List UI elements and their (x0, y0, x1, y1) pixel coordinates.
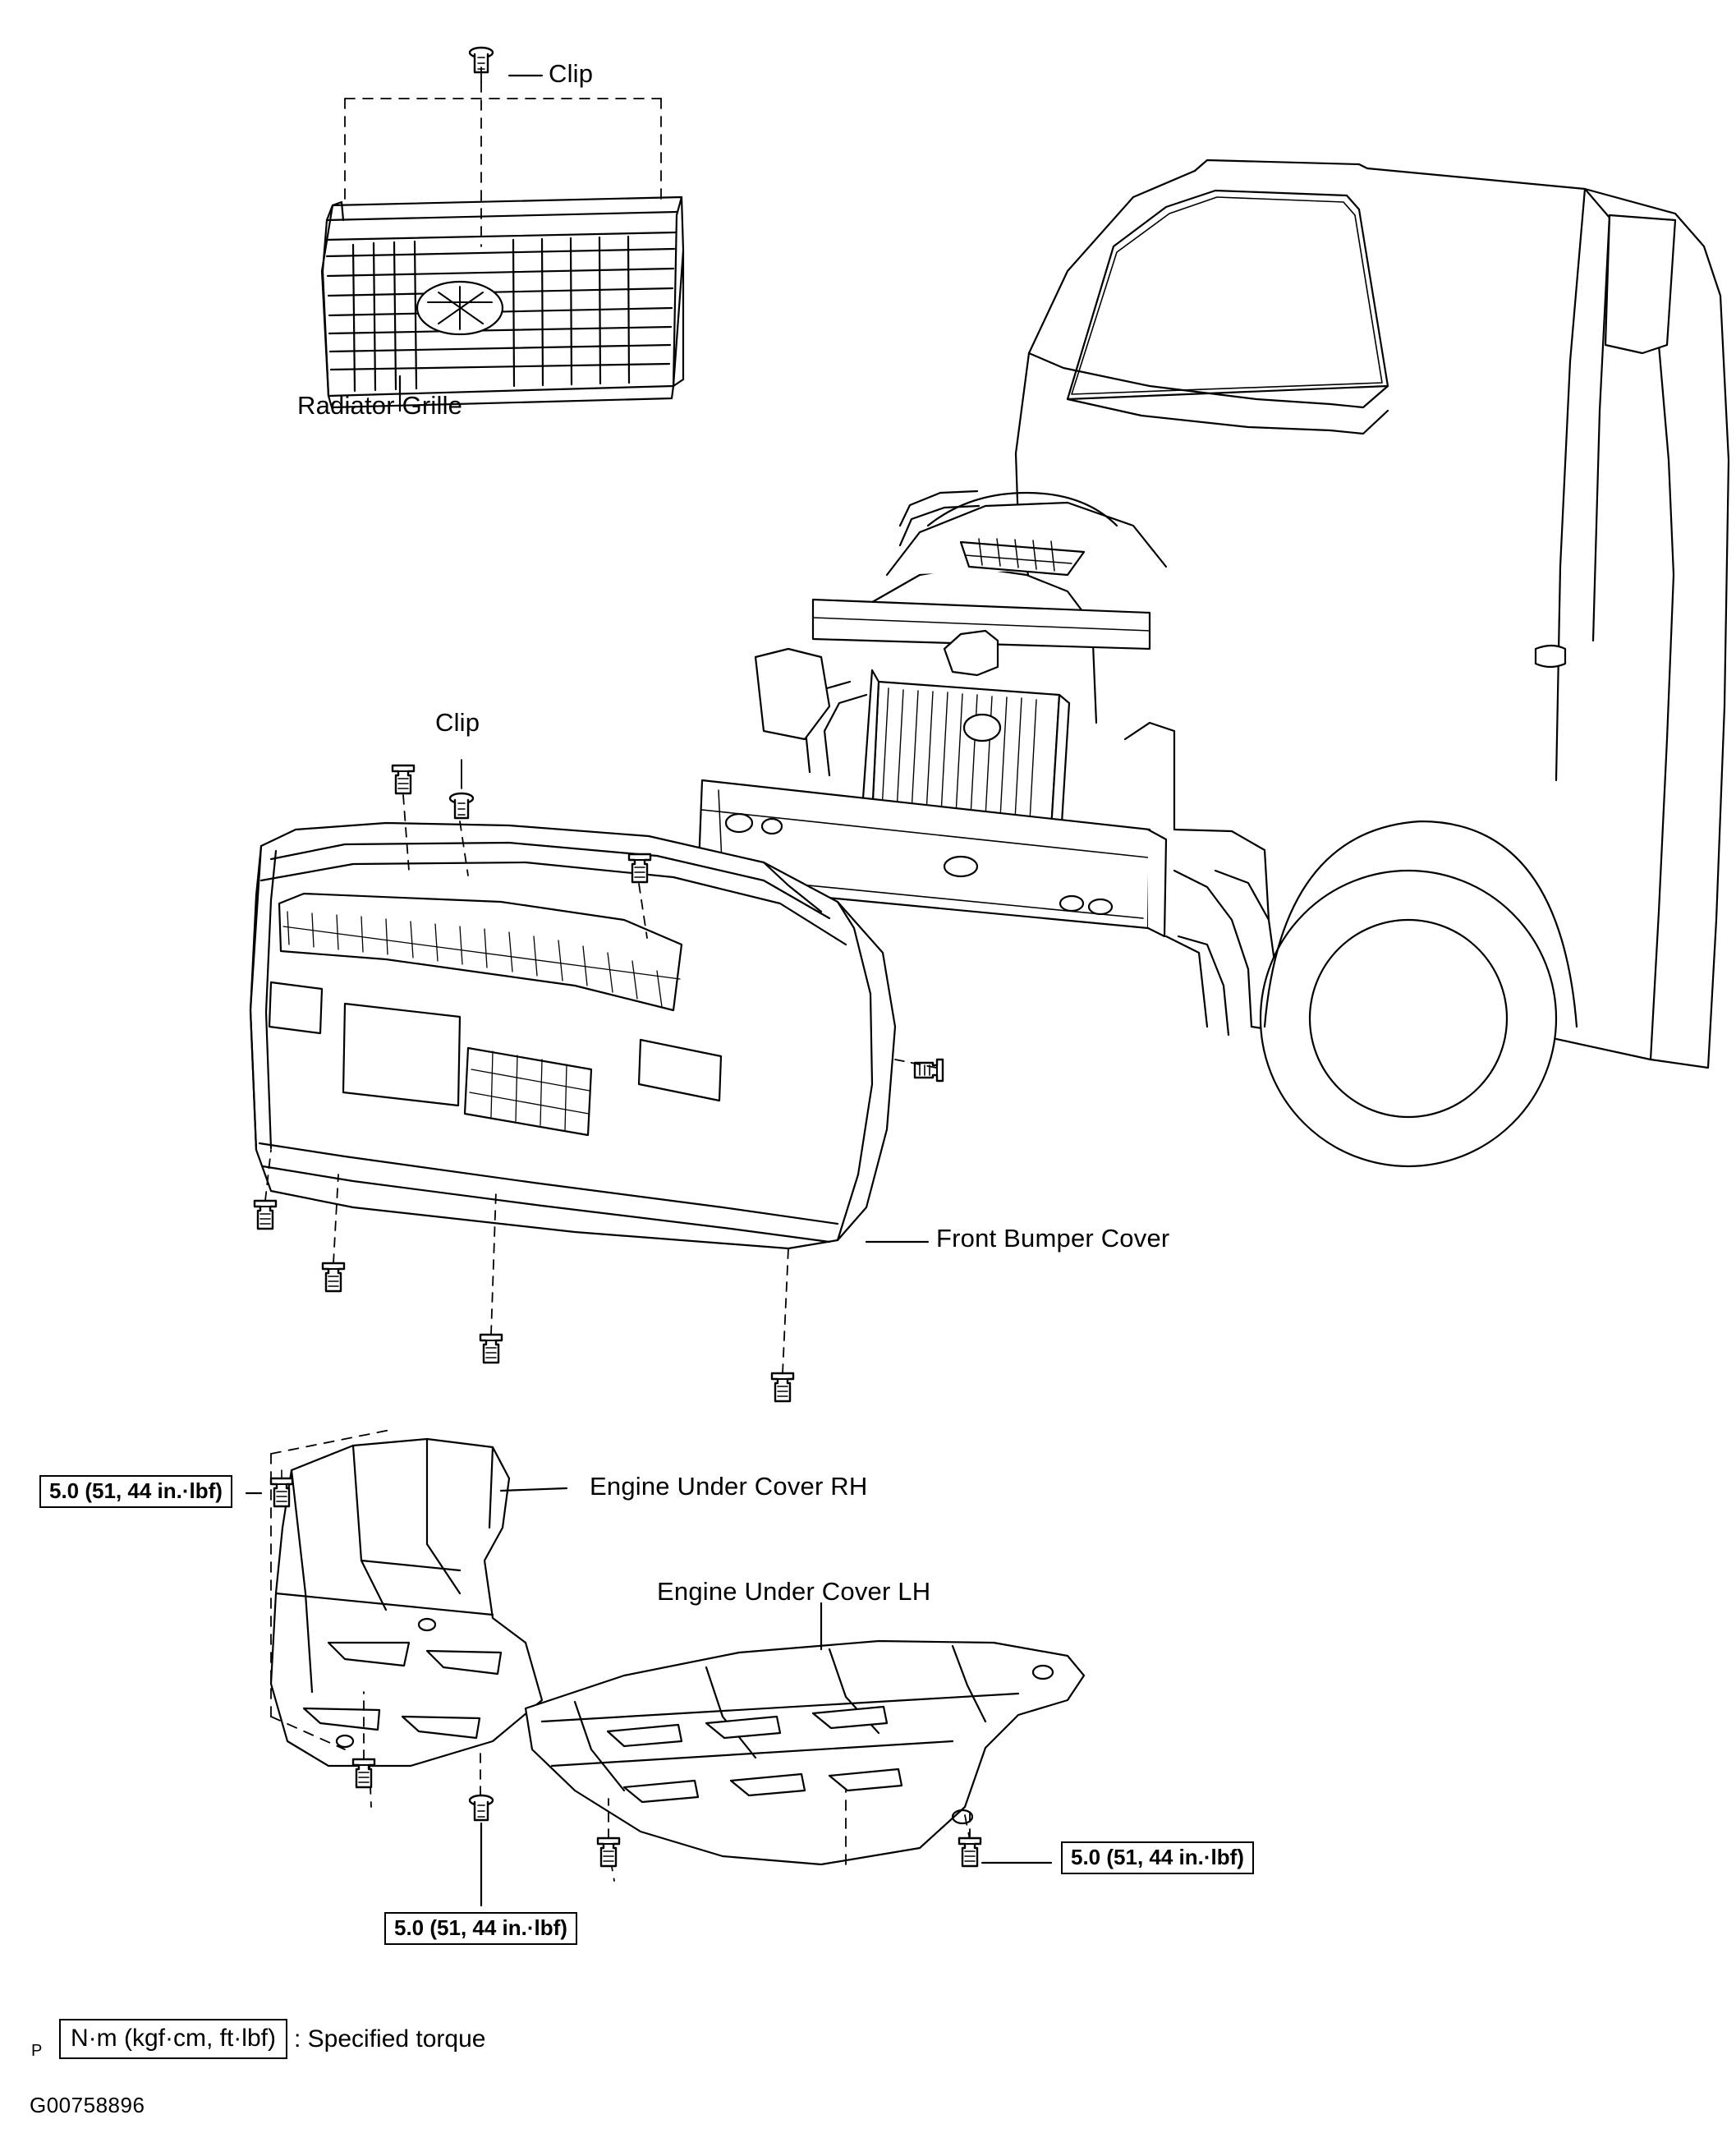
torque-spec-lh-right: 5.0 (51, 44 in.·lbf) (1061, 1841, 1254, 1874)
torque-spec-rh-upper: 5.0 (51, 44 in.·lbf) (39, 1475, 232, 1508)
label-front-bumper-cover: Front Bumper Cover (936, 1224, 1170, 1253)
torque-legend (59, 2019, 485, 2059)
label-clip-top: Clip (549, 59, 594, 88)
torque-spec-center: 5.0 (51, 44 in.·lbf) (384, 1912, 577, 1945)
legend-unit-box: N·m (kgf·cm, ft·lbf) (59, 2019, 287, 2059)
page-mark: P (31, 2042, 43, 2060)
label-engine-under-cover-lh: Engine Under Cover LH (657, 1577, 931, 1606)
label-radiator-grille: Radiator Grille (297, 391, 463, 420)
legend-description: : Specified torque (293, 2025, 486, 2053)
figure-code: G00758896 (30, 2093, 145, 2117)
label-clip-bumper: Clip (435, 708, 480, 737)
label-engine-under-cover-rh: Engine Under Cover RH (590, 1472, 868, 1501)
